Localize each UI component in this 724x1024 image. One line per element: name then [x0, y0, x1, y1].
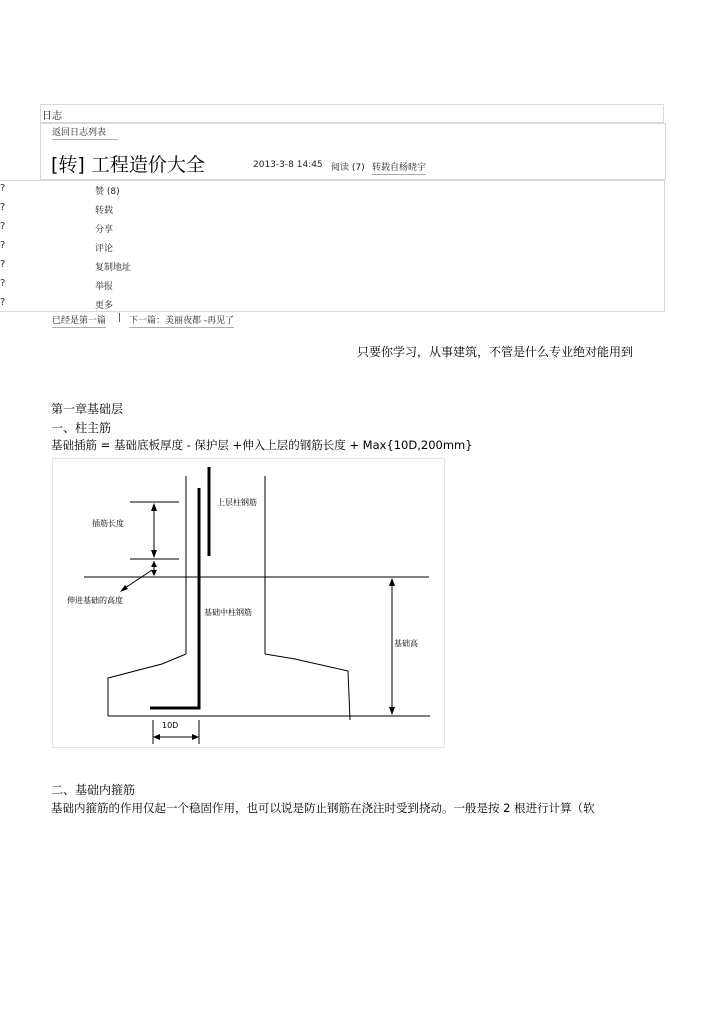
article-intro: 只要你学习，从事建筑，不管是什么专业绝对能用到	[357, 345, 634, 359]
menu-item-like[interactable]	[0, 183, 665, 201]
page-title: [转] 工程造价大全	[51, 154, 205, 176]
foundation-rebar-diagram	[52, 458, 445, 748]
section-2-title: 二、基础内箍筋	[51, 783, 136, 797]
label-anchor-depth: 伸进基础的高度	[67, 596, 123, 605]
missing-glyph-icon: ?	[0, 202, 6, 213]
missing-glyph-icon: ?	[0, 183, 6, 194]
nav-separator: |	[118, 313, 122, 323]
missing-glyph-icon: ?	[0, 221, 6, 232]
label-insert-length: 插筋长度	[92, 519, 124, 528]
section-2-text: 基础内箍筋的作用仅起一个稳固作用，也可以说是防止钢筋在浇注时受到挠动。一般是按 2 根进行计算（软	[51, 801, 595, 815]
menu-item-share[interactable]	[0, 221, 665, 239]
section-label: 日志	[42, 111, 62, 122]
missing-glyph-icon: ?	[0, 240, 6, 251]
missing-glyph-icon: ?	[0, 278, 6, 289]
title-panel	[40, 123, 666, 180]
post-navigation	[52, 313, 312, 327]
section-1-title: 一、柱主筋	[51, 421, 112, 435]
prev-post-text: 已经是第一篇	[52, 313, 106, 328]
label-10d: 10D	[162, 721, 179, 730]
missing-glyph-icon: ?	[0, 259, 6, 270]
back-to-list-link[interactable]: 返回日志列表	[52, 125, 118, 140]
menu-label: 转载	[95, 206, 114, 216]
menu-label: 举报	[95, 282, 114, 292]
menu-item-comment[interactable]	[0, 240, 665, 258]
menu-label: 分享	[95, 225, 114, 235]
post-date: 2013-3-8 14:45	[253, 160, 323, 170]
chapter-title: 第一章基础层	[51, 402, 124, 416]
next-post-link[interactable]: 下一篇：美丽夜都 -再见了	[129, 313, 234, 328]
menu-label: 复制地址	[95, 263, 132, 273]
section-1-formula: 基础插筋 = 基础底板厚度 - 保护层 +伸入上层的钢筋长度 + Max{10D,200mm}	[51, 438, 473, 452]
action-menu	[0, 180, 665, 312]
section-header-bar	[40, 104, 664, 123]
label-base-rebar: 基础中柱钢筋	[204, 608, 252, 617]
repost-source-link[interactable]: 转载自杨晓宇	[372, 160, 426, 175]
missing-glyph-icon: ?	[0, 297, 6, 308]
menu-item-report[interactable]	[0, 278, 665, 296]
read-count: 阅读 (7)	[331, 163, 365, 173]
menu-label: 赞 (8)	[95, 187, 120, 197]
menu-label: 评论	[95, 244, 114, 254]
label-base-height: 基础高	[394, 639, 418, 648]
label-upper-rebar: 上层柱钢筋	[217, 498, 257, 507]
menu-label: 更多	[95, 301, 114, 311]
menu-item-copy-link[interactable]	[0, 259, 665, 277]
menu-item-repost[interactable]	[0, 202, 665, 220]
